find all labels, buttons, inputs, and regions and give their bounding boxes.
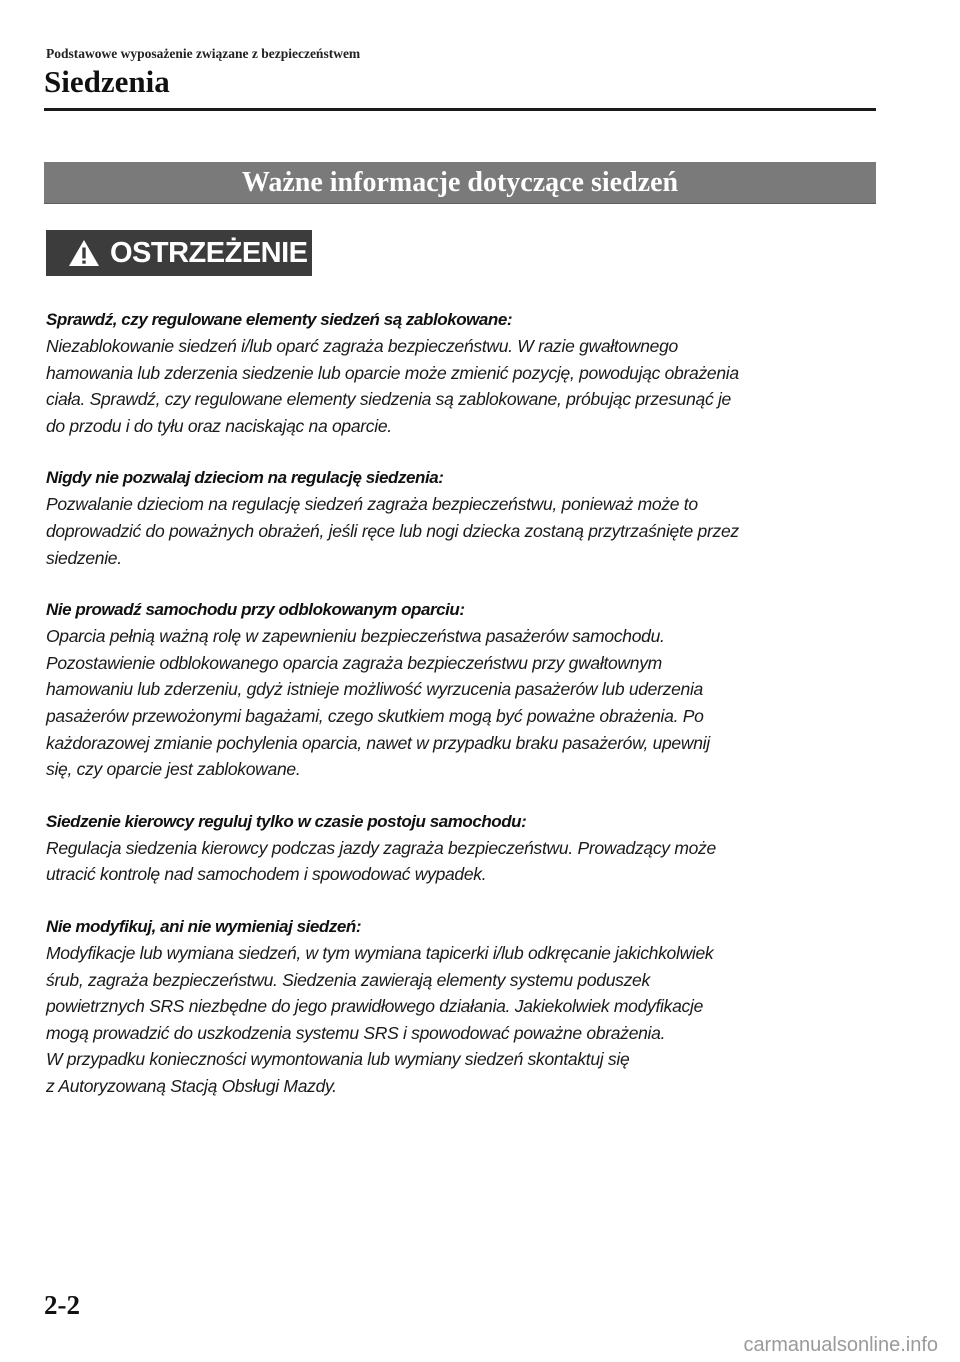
block-text: Regulacja siedzenia kierowcy podczas jazdy zagraża bezpieczeństwu. Prowadzący może utracić kontrolę nad samochodem i spowodować wypadek. [46, 837, 716, 885]
warning-badge [46, 230, 312, 276]
section-banner [44, 162, 876, 204]
page-title: Siedzenia [44, 64, 170, 99]
block-text: Oparcia pełnią ważną rolę w zapewnieniu bezpieczeństwa pasażerów samochodu. Pozostawienie odblokowanego oparcia zagraża bezpieczeństwu przy gwałtownym hamowaniu lub zderzeniu, gdyż istnieje możliwość wyrzucenia pasażerów lub uderzenia pasażerów przewożonymi bagażami, czego skutkiem mogą być poważne obrażenia. Po każdorazowej zmianie pochylenia oparcia, nawet w przypadku braku pasażerów, upewnij się, czy oparcie jest zablokowane. [46, 626, 710, 780]
block-heading: Nigdy nie pozwalaj dzieciom na regulację siedzenia: [46, 468, 444, 488]
warning-block [46, 597, 876, 783]
page-number: 2-2 [44, 1290, 80, 1320]
block-heading: Sprawdź, czy regulowane elementy siedzeń są zablokowane: [46, 310, 513, 329]
warning-label: OSTRZEŻENIE [110, 236, 308, 269]
block-text: Pozwalanie dzieciom na regulację siedzeń zagraża bezpieczeństwu, ponieważ może to doprowadzić do poważnych obrażeń, jeśli ręce lub nogi dziecka zostaną przytrzaśnięte przez siedzenie. [46, 494, 739, 568]
warning-block [46, 307, 876, 439]
block-heading: Nie modyfikuj, ani nie wymieniaj siedzeń: [46, 916, 362, 936]
warning-triangle-icon [68, 239, 100, 267]
block-heading: Siedzenie kierowcy reguluj tylko w czasie postoju samochodu: [46, 811, 527, 831]
block-text: Modyfikacje lub wymiana siedzeń, w tym wymiana tapicerki i/lub odkręcanie jakichkolwiek śrub, zagraża bezpieczeństwu. Siedzenia zawierają elementy systemu poduszek powietrznych SRS niezbędne do jego prawidłowego działania. Jakiekolwiek modyfikacje mogą prowadzić do uszkodzenia systemu SRS i spowodować poważne obrażenia. W przypadku konieczności wymontowania lub wymiany siedzeń skontaktuj się z Autoryzowaną Stacją Obsługi Mazdy. [46, 942, 714, 1096]
watermark: carmanualsonline.info [743, 1334, 938, 1356]
warning-block [46, 809, 876, 888]
title-divider [44, 108, 876, 111]
breadcrumb: Podstawowe wyposażenie związane z bezpieczeństwem [46, 46, 361, 61]
section-banner-text: Ważne informacje dotyczące siedzeń [241, 167, 679, 198]
warning-block [46, 465, 876, 571]
warning-content [46, 307, 876, 1125]
warning-block [46, 914, 876, 1100]
block-heading: Nie prowadź samochodu przy odblokowanym oparciu: [46, 600, 465, 620]
block-text: Niezablokowanie siedzeń i/lub oparć zagraża bezpieczeństwu. W razie gwałtownego hamowania lub zderzenia siedzenie lub oparcie może zmienić pozycję, powodując obrażenia ciała. Sprawdź, czy regulowane elementy siedzenia są zablokowane, próbując przesunąć je do przodu i do tyłu oraz naciskając na oparcie. [46, 336, 739, 436]
